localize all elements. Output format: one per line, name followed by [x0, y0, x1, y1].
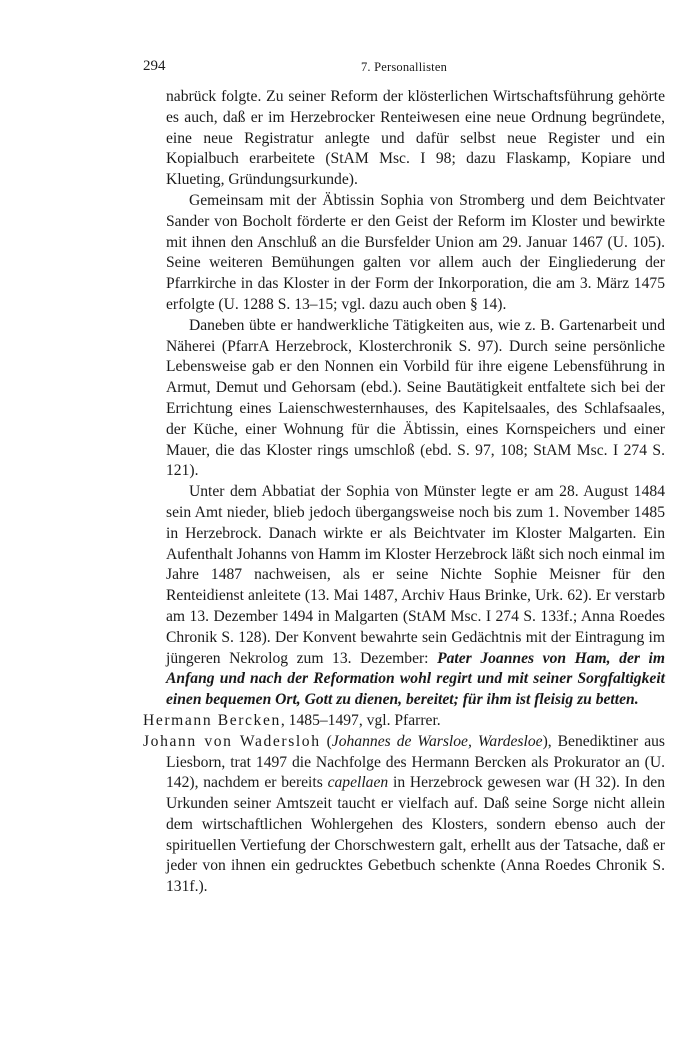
term-capellaen: capellaen	[327, 774, 389, 792]
paragraph-abbatiat	[143, 482, 665, 711]
text-body	[143, 87, 665, 898]
entry-johann-von-wadersloh	[143, 732, 665, 898]
page-number: 294	[143, 58, 166, 74]
necrology-quote: Pater Joannes von Ham, der im Anfang und nach der Reformation wohl regirt und mit seiner Sorgfaltigkeit einen bequemen Ort, Gott zu dienen, bereitet; für ihm ist fleisig zu betten.	[166, 649, 665, 709]
entry-name: Hermann Bercken	[143, 711, 281, 729]
name-variants: Johannes de Warsloe, Wardesloe	[331, 732, 543, 750]
entry-text: ), Benediktiner aus Liesborn, trat 1497 die Nachfolge des Hermann Bercken als Prokurator an (U. 142), nachdem er bereits	[166, 732, 665, 792]
entry-text: , 1485–1497, vgl. Pfarrer.	[280, 711, 441, 729]
entry-hermann-bercken	[143, 711, 665, 732]
paragraph-handwork: Daneben übte er handwerkliche Tätigkeiten aus, wie z. B. Gartenarbeit und Näherei (PfarrA Herzebrock, Klosterchronik S. 97). Durch seine persönliche Lebensweise gab er den Nonnen ein Vorbild für ihre eigene Lebensführung in Armut, Demut und Gehorsam (ebd.). Seine Bautätigkeit entfaltete sich bei der Errichtung eines Laienschwesternhauses, des Kapitelsaales, des Schlafsaales, der Küche, einer Wohnung für die Äbtissin, eines Kornspeichers und einer Mauer, die das Kloster rings umschloß (ebd. S. 97, 108; StAM Msc. I 274 S. 121).	[166, 316, 665, 480]
entry-text: in Herzebrock gewesen war (H 32). In den Urkunden seiner Amtszeit taucht er vielfach auf. Daß seine Sorge nicht allein dem wirtschaftlichen Wohlergehen des Klosters, sondern ebenso auch der spirituellen Vertiefung der Chorschwestern galt, erhellt aus der Tatsache, daß er jeder von ihnen ein gedrucktes Gebetbuch schenkte (Anna Roedes Chronik S. 131f.).	[166, 774, 666, 896]
paragraph-bursfelde: Gemeinsam mit der Äbtissin Sophia von Stromberg und dem Beichtvater Sander von Bocholt förderte er den Geist der Reform im Kloster und bewirkte mit ihnen den Anschluß an die Bursfelder Union am 29. Januar 1467 (U. 105). Seine weiteren Bemühungen galten vor allem auch der Eingliederung der Pfarrkirche in das Kloster in der Form der Inkorporation, die am 3. März 1475 erfolgte (U. 1288 S. 13–15; vgl. dazu auch oben § 14).	[166, 191, 665, 313]
running-head: 7. Personallisten	[360, 60, 448, 74]
paragraph-abbatiat-text: Unter dem Abbatiat der Sophia von Münster legte er am 28. August 1484 sein Amt nieder, blieb jedoch übergangsweise noch bis zum 1. November 1485 in Herzebrock. Danach wirkte er als Beichtvater im Kloster Malgarten. Ein Aufenthalt Johanns von Hamm im Kloster Herzebrock läßt sich noch einmal im Jahre 1487 nachweisen, als er seine Nichte Sophie Meisner für den Renteidienst anleitete (13. Mai 1487, Archiv Haus Brinke, Urk. 62). Er verstarb am 13. Dezember 1494 in Malgarten (StAM Msc. I 274 S. 133f.; Anna Roedes Chronik S. 128). Der Konvent bewahrte sein Gedächtnis mit der Eintragung im jüngeren Nekrolog zum 13. Dezember:	[166, 483, 665, 667]
entry-text: (	[320, 732, 332, 750]
entry-name: Johann von Wadersloh	[143, 732, 321, 750]
page-header	[143, 58, 665, 78]
paragraph-reform: nabrück folgte. Zu seiner Reform der klösterlichen Wirtschaftsführung gehörte es auch, daß er im Herzebrocker Renteiwesen eine neue Ordnung begründete, eine neue Registratur anlegte und dafür selbst neue Register und ein Kopialbuch erarbeitete (StAM Msc. I 98; dazu Flaskamp, Kopiare und Klueting, Gründungsurkunde).	[166, 88, 665, 189]
